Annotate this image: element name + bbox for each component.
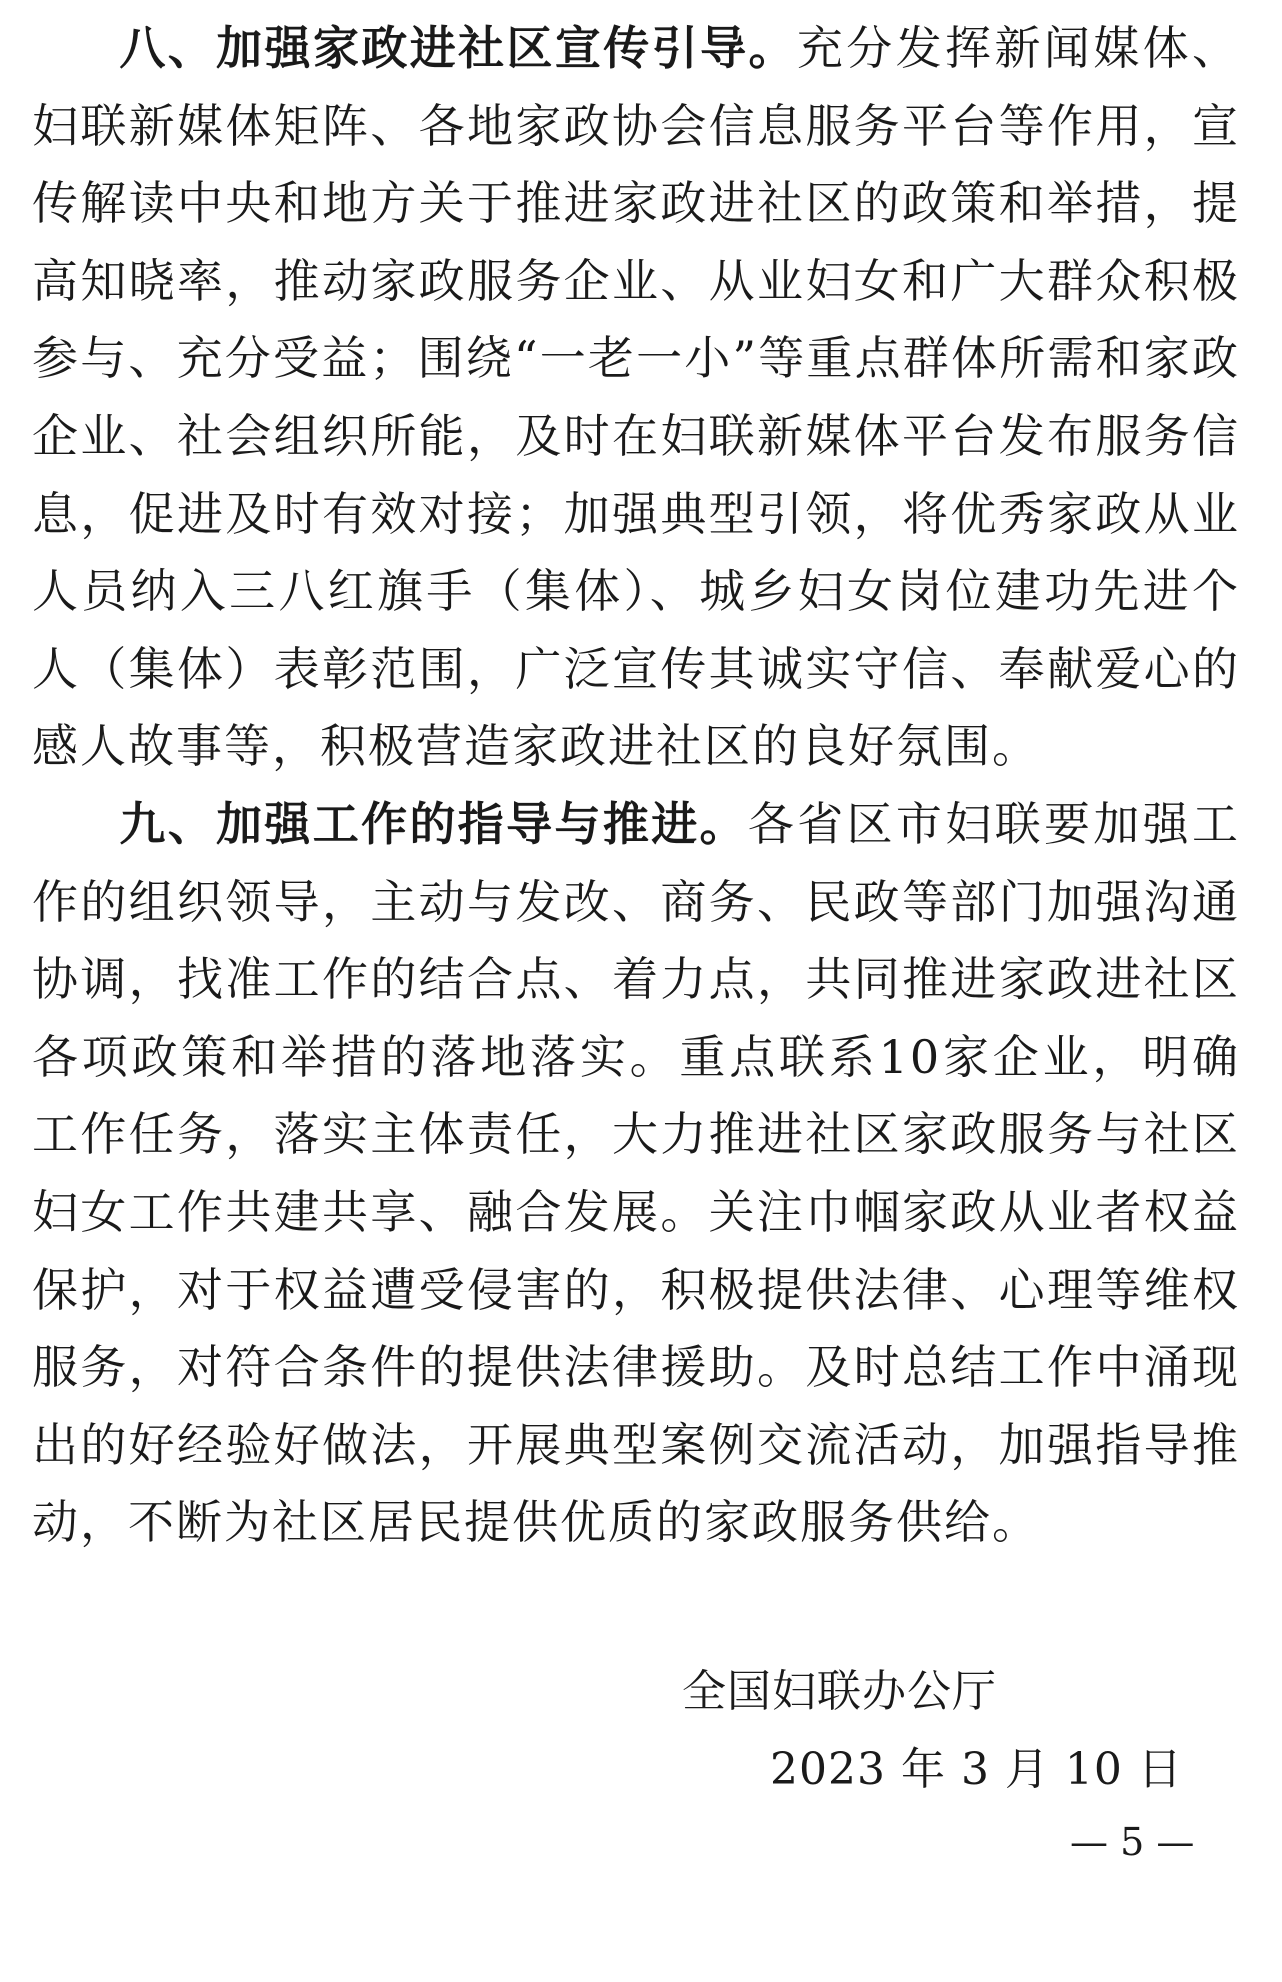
paragraph-9-body: 各省区市妇联要加强工作的组织领导，主动与发改、商务、民政等部门加强沟通协调，找准工作的结合点、着力点，共同推进家政进社区各项政策和举措的落地落实。重点联系10家企业，明确工作任务，落实主体责任，大力推进社区家政服务与社区妇女工作共建共享、融合发展。关注巾帼家政从业者权益保护，对于权益遭受侵害的，积极提供法律、心理等维权服务，对符合条件的提供法律援助。及时总结工作中涌现出的好经验好做法，开展典型案例交流活动，加强指导推动，不断为社区居民提供优质的家政服务供给。 bbox=[32, 797, 1241, 1550]
paragraph-9-heading: 九、加强工作的指导与推进。 bbox=[119, 797, 748, 851]
signature-date: 2023 年 3 月 10 日 bbox=[770, 1744, 1183, 1795]
signature-organization: 全国妇联办公厅 bbox=[682, 1666, 997, 1717]
paragraph-8 bbox=[32, 10, 1240, 786]
paragraph-8-body: 充分发挥新闻媒体、妇联新媒体矩阵、各地家政协会信息服务平台等作用，宣传解读中央和地方关于推进家政进社区的政策和举措，提高知晓率，推动家政服务企业、从业妇女和广大群众积极参与、充分受益；围绕“一老一小”等重点群体所需和家政企业、社会组织所能，及时在妇联新媒体平台发布服务信息，促进及时有效对接；加强典型引领，将优秀家政从业人员纳入三八红旗手（集体）、城乡妇女岗位建功先进个人（集体）表彰范围，广泛宣传其诚实守信、奉献爱心的感人故事等，积极营造家政进社区的良好氛围。 bbox=[32, 21, 1241, 774]
paragraph-9 bbox=[32, 786, 1240, 1562]
paragraph-8-heading: 八、加强家政进社区宣传引导。 bbox=[119, 21, 797, 75]
page-number: — 5 — bbox=[1070, 1820, 1195, 1864]
